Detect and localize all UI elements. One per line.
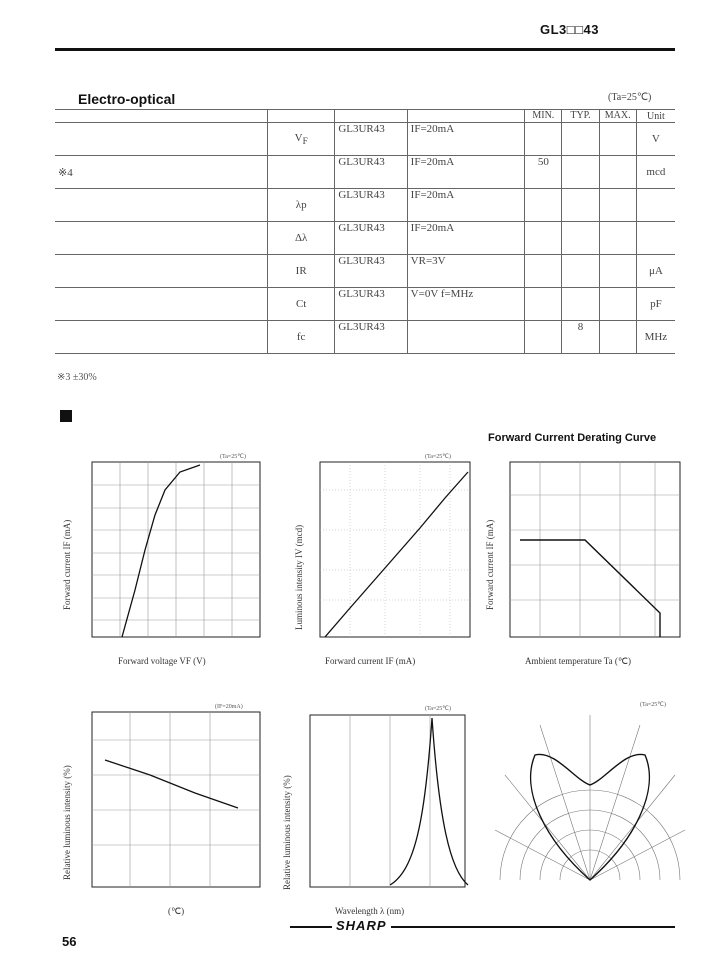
row-min [525,255,562,288]
row-unit: MHz [636,321,675,354]
row-max [599,123,636,156]
row-typ [562,255,599,288]
row-unit: μA [636,255,675,288]
row-max [599,255,636,288]
row-symbol: fc [268,321,335,354]
row-model: GL3UR43 [335,189,407,222]
plot-frame [92,712,260,887]
table-header-row [55,110,675,123]
row-max [599,222,636,255]
row-label: ※4 [55,156,268,189]
table-cell [268,110,335,123]
row-model: GL3UR43 [335,156,407,189]
row-model: GL3UR43 [335,321,407,354]
x-axis-label: Ambient temperature Ta (℃) [525,656,632,666]
col-typ-header: TYP. [562,110,599,123]
brand-logo: SHARP [332,918,391,933]
row-model: GL3UR43 [335,255,407,288]
row-typ [562,222,599,255]
chart-forward-voltage [60,450,265,670]
chart-relative-intensity-temp [60,700,265,920]
table-cell [407,110,525,123]
row-unit: mcd [636,156,675,189]
row-typ: 8 [562,321,599,354]
row-symbol [268,156,335,189]
model-header: GL3□□43 [540,22,599,37]
section-title: Electro-optical [78,91,176,107]
row-symbol: Δλ [268,222,335,255]
table-row [55,321,675,354]
chart-radiation-pattern [490,700,685,890]
col-unit-header: Unit [636,110,675,123]
table-row [55,222,675,255]
plot-frame [320,462,470,637]
row-max [599,288,636,321]
row-label [55,189,268,222]
row-label [55,255,268,288]
table-row [55,156,675,189]
row-min [525,321,562,354]
row-label [55,222,268,255]
row-typ [562,288,599,321]
row-condition: IF=20mA [407,123,525,156]
table-cell [335,110,407,123]
row-typ [562,123,599,156]
table-cell [55,110,268,123]
y-axis-label: Forward current IF (mA) [62,519,72,610]
table-row [55,189,675,222]
x-axis-label: (℃) [168,906,185,916]
page-number: 56 [62,934,77,949]
table-row [55,123,675,156]
curve-line [122,465,200,637]
row-symbol: IR [268,255,335,288]
row-typ [562,189,599,222]
row-typ [562,156,599,189]
table-footnote: ※3 ±30% [57,372,97,383]
row-model: GL3UR43 [335,288,407,321]
row-condition: VR=3V [407,255,525,288]
chart-condition: (Ta=25℃) [220,454,247,460]
curve-line [390,718,468,885]
row-label [55,288,268,321]
top-rule [55,48,675,51]
row-max [599,156,636,189]
row-unit [636,222,675,255]
row-symbol: Ct [268,288,335,321]
y-axis-label: Forward current IF (mA) [485,519,495,610]
section-condition: (Ta=25℃) [608,92,652,103]
row-model: GL3UR43 [335,222,407,255]
table-row [55,255,675,288]
row-min [525,222,562,255]
row-unit: V [636,123,675,156]
row-symbol: $V_F$ [268,123,335,156]
row-min [525,123,562,156]
charts-title: Forward Current Derating Curve [488,432,657,444]
row-min [525,189,562,222]
row-min: 50 [525,156,562,189]
chart-derating-curve [485,450,685,670]
row-condition: IF=20mA [407,222,525,255]
row-label [55,123,268,156]
row-min [525,288,562,321]
row-model: GL3UR43 [335,123,407,156]
col-max-header: MAX. [599,110,636,123]
row-condition: IF=20mA [407,189,525,222]
chart-luminous-intensity [290,450,475,670]
y-axis-label: Relative luminous intensity (%) [282,775,292,890]
chart-condition: (IF=20mA) [215,704,243,710]
chart-condition: (Ta=25℃) [425,706,452,712]
row-condition: IF=20mA [407,156,525,189]
row-condition [407,321,525,354]
x-axis-label: Forward current IF (mA) [325,656,416,666]
chart-condition: (Ta=25℃) [425,454,452,460]
y-axis-label: Luminous intensity IV (mcd) [294,524,304,630]
row-max [599,189,636,222]
row-unit: pF [636,288,675,321]
chart-spectrum [282,700,475,920]
section-bullet [60,410,72,422]
curve-line [325,472,468,637]
curve-line [105,760,238,808]
row-condition: V=0V f=MHz [407,288,525,321]
row-unit [636,189,675,222]
x-axis-label: Forward voltage VF (V) [118,656,206,666]
chart-condition: (Ta=25℃) [640,702,667,708]
col-min-header: MIN. [525,110,562,123]
row-label [55,321,268,354]
table-row [55,288,675,321]
y-axis-label: Relative luminous intensity (%) [62,765,72,880]
x-axis-label: Wavelength λ (nm) [335,906,405,916]
spec-table [55,109,675,354]
curve-line [520,540,660,637]
plot-frame [310,715,465,887]
row-max [599,321,636,354]
row-symbol: λp [268,189,335,222]
